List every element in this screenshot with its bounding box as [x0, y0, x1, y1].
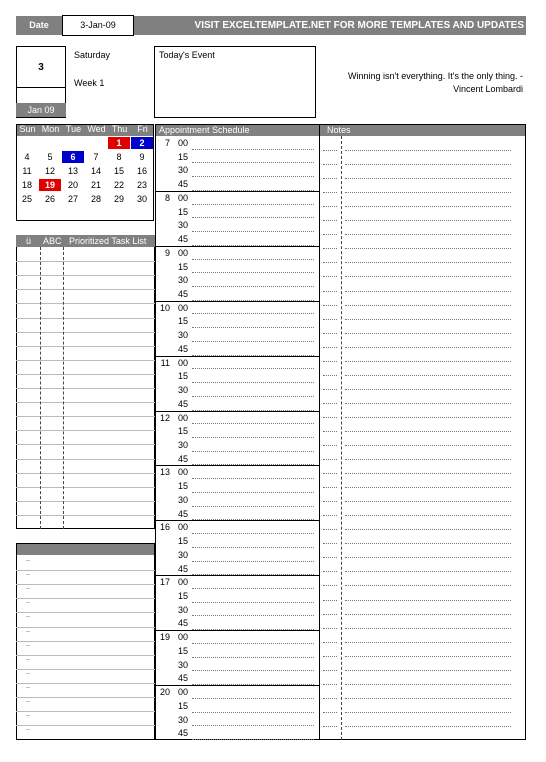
task-row-line	[16, 473, 155, 474]
calendar-day[interactable]: 23	[136, 180, 147, 190]
calendar-weekday-3: Wed	[87, 124, 106, 134]
bottom-list-item: ..	[26, 612, 30, 620]
hour-label: 9	[164, 247, 170, 258]
calendar-day[interactable]: 25	[21, 194, 32, 204]
notes-margin-line	[323, 248, 337, 249]
task-row-line	[16, 318, 155, 319]
minute-label: 30	[177, 220, 188, 231]
minute-label: 45	[177, 289, 188, 299]
notes-line[interactable]	[345, 276, 511, 277]
notes-margin-line	[323, 726, 337, 727]
notes-margin-line	[323, 220, 337, 221]
slot-line[interactable]	[192, 602, 314, 603]
calendar-day[interactable]: 30	[136, 194, 147, 204]
bottom-row-line	[16, 725, 155, 726]
day-number: 3	[38, 62, 44, 73]
minute-label: 30	[177, 275, 188, 286]
notes-margin-line	[323, 712, 337, 713]
calendar-day[interactable]: 7	[93, 152, 99, 162]
notes-margin-line	[323, 234, 337, 235]
notes-margin-line	[323, 178, 337, 179]
notes-margin-line	[323, 150, 337, 151]
notes-margin-line	[323, 585, 337, 586]
calendar-day[interactable]	[16, 137, 38, 149]
notes-margin-line	[323, 543, 337, 544]
notes-line[interactable]	[345, 600, 511, 601]
minute-label: 45	[177, 398, 188, 409]
notes-margin-line	[323, 642, 337, 643]
slot-line[interactable]	[192, 231, 314, 232]
minute-label: 15	[177, 645, 188, 656]
hour-separator	[155, 246, 320, 247]
notes-line[interactable]	[345, 628, 511, 629]
calendar-weekday-0: Sun	[19, 124, 36, 134]
calendar-day[interactable]: 19	[39, 179, 61, 191]
minute-label: 45	[177, 563, 188, 574]
bottom-list-item: ..	[26, 556, 30, 563]
notes-line[interactable]	[345, 361, 511, 362]
slot-line[interactable]	[192, 533, 314, 534]
slot-line[interactable]	[192, 506, 314, 507]
task-col-divider	[40, 247, 41, 529]
minute-label: 30	[177, 440, 188, 450]
hour-separator	[155, 191, 320, 192]
notes-line[interactable]	[345, 529, 511, 530]
hour-separator	[155, 411, 320, 412]
calendar-weekday-1: Mon	[41, 124, 60, 134]
slot-line[interactable]	[192, 327, 314, 328]
bottom-list-item: ..	[26, 682, 30, 690]
task-abc-col: ABC	[43, 236, 62, 246]
notes-margin-line	[323, 305, 337, 306]
notes-margin-line	[323, 670, 337, 671]
notes-margin-line	[323, 333, 337, 334]
slot-line[interactable]	[192, 451, 314, 452]
notes-margin-line	[323, 291, 337, 292]
bottom-list-item: ..	[26, 570, 30, 578]
minute-label: 00	[177, 687, 188, 698]
slot-line[interactable]	[192, 176, 314, 177]
minute-label: 15	[177, 371, 188, 382]
minute-label: 30	[177, 165, 188, 176]
bottom-list-rows[interactable]	[16, 556, 155, 740]
notes-divider	[341, 136, 342, 740]
slot-line[interactable]	[192, 204, 314, 205]
slot-line[interactable]	[192, 643, 314, 644]
minute-label: 00	[177, 522, 188, 533]
notes-line[interactable]	[345, 234, 511, 235]
calendar-day[interactable]: 11	[22, 166, 32, 176]
task-row-line	[16, 459, 155, 460]
calendar-day[interactable]	[85, 137, 107, 149]
bottom-row-line	[16, 641, 155, 642]
bottom-row-line	[16, 655, 155, 656]
task-rows[interactable]	[16, 247, 155, 529]
calendar-day[interactable]: 6	[62, 151, 84, 163]
minute-label: 15	[177, 206, 188, 217]
notes-line[interactable]	[345, 192, 511, 193]
task-col-divider	[63, 247, 64, 529]
task-row-line	[16, 332, 155, 333]
hour-separator	[155, 465, 320, 466]
notes-title: Notes	[327, 125, 351, 135]
hour-label: 13	[159, 467, 170, 478]
minute-label: 00	[177, 467, 188, 478]
slot-line[interactable]	[192, 217, 314, 218]
notes-line[interactable]	[345, 487, 511, 488]
hour-label: 17	[159, 577, 170, 588]
hour-separator	[155, 575, 320, 576]
calendar-day[interactable]: 14	[90, 166, 101, 176]
calendar-day[interactable]: 27	[67, 194, 78, 204]
minute-label: 00	[177, 412, 188, 423]
slot-line[interactable]	[192, 739, 314, 740]
notes-line[interactable]	[345, 375, 511, 376]
slot-line[interactable]	[192, 437, 314, 438]
calendar-day[interactable]: 26	[44, 194, 55, 204]
calendar-day[interactable]	[39, 137, 61, 149]
minute-label: 45	[177, 234, 188, 245]
notes-line[interactable]	[345, 515, 511, 516]
notes-margin-line	[323, 459, 337, 460]
task-row-line	[16, 388, 155, 389]
notes-line[interactable]	[345, 248, 511, 249]
calendar-day[interactable]: 12	[44, 166, 55, 176]
calendar-weekday-5: Fri	[137, 124, 148, 134]
bottom-list-item: ..	[26, 668, 30, 676]
task-check-col: ü	[26, 236, 32, 246]
task-list-header	[16, 235, 155, 247]
calendar-weekday-4: Thu	[111, 124, 128, 134]
calendar-day[interactable]: 29	[113, 194, 124, 204]
bottom-row-line	[16, 697, 155, 698]
calendar-day[interactable]: 28	[90, 194, 101, 204]
bottom-list-item: ..	[26, 654, 30, 662]
minute-label: 30	[177, 330, 188, 341]
task-row-line	[16, 416, 155, 417]
minute-label: 15	[177, 481, 188, 492]
minute-label: 45	[177, 673, 188, 684]
bottom-row-line	[16, 711, 155, 712]
minute-label: 45	[177, 453, 188, 464]
minute-label: 30	[177, 714, 188, 725]
calendar-day[interactable]: 18	[21, 180, 32, 190]
notes-line[interactable]	[345, 670, 511, 671]
hour-separator	[155, 301, 320, 302]
date-field[interactable]: 3-Jan-09	[62, 15, 134, 36]
calendar-day[interactable]: 16	[136, 166, 147, 176]
minute-label: 00	[177, 357, 188, 368]
notes-line[interactable]	[345, 557, 511, 558]
todays-event-title: Today's Event	[159, 50, 215, 60]
notes-margin-line	[323, 361, 337, 362]
minute-label: 30	[177, 385, 188, 396]
notes-line[interactable]	[345, 614, 511, 615]
notes-line[interactable]	[345, 642, 511, 643]
task-row-line	[16, 360, 155, 361]
notes-line[interactable]	[345, 473, 511, 474]
quote-text: Winning isn't everything. It's the only thing. -	[347, 71, 523, 81]
slot-line[interactable]	[192, 341, 314, 342]
minute-label: 00	[177, 302, 188, 313]
task-row-line	[16, 402, 155, 403]
minute-label: 45	[177, 618, 188, 629]
slot-line[interactable]	[192, 286, 314, 287]
minute-label: 45	[177, 728, 188, 739]
notes-margin-line	[323, 445, 337, 446]
hour-separator	[155, 685, 320, 686]
month-label: Jan 09	[16, 103, 66, 117]
notes-line[interactable]	[345, 698, 511, 699]
notes-margin-line	[323, 557, 337, 558]
slot-line[interactable]	[192, 588, 314, 589]
task-row-line	[16, 374, 155, 375]
notes-margin-line	[323, 431, 337, 432]
bottom-row-line	[16, 584, 155, 585]
task-row-line	[16, 303, 155, 304]
notes-line[interactable]	[345, 206, 511, 207]
notes-margin-line	[323, 656, 337, 657]
hour-label: 8	[164, 192, 170, 203]
notes-line[interactable]	[345, 220, 511, 221]
hour-separator	[155, 630, 320, 631]
minute-label: 00	[177, 192, 188, 203]
notes-line[interactable]	[345, 417, 511, 418]
notes-margin-line	[323, 571, 337, 572]
notes-margin-line	[323, 698, 337, 699]
notes-margin-line	[323, 389, 337, 390]
notes-line[interactable]	[345, 445, 511, 446]
task-row-line	[16, 444, 155, 445]
notes-margin-line	[323, 684, 337, 685]
notes-margin-line	[323, 164, 337, 165]
notes-margin-line	[323, 375, 337, 376]
bottom-list-item: ..	[26, 584, 30, 592]
minute-label: 30	[177, 659, 188, 670]
minute-label: 15	[177, 536, 188, 547]
notes-line[interactable]	[345, 164, 511, 165]
notes-line[interactable]	[345, 319, 511, 320]
minute-label: 45	[177, 343, 188, 354]
minute-label: 15	[177, 261, 188, 272]
quote-author: Vincent Lombardi	[453, 84, 523, 94]
notes-line[interactable]	[345, 571, 511, 572]
calendar-day[interactable]: 13	[67, 166, 78, 176]
notes-line[interactable]	[345, 585, 511, 586]
minute-label: 15	[177, 426, 188, 437]
calendar-day[interactable]: 4	[24, 152, 30, 162]
bottom-list-item: ..	[26, 725, 30, 733]
date-label: Date	[29, 20, 49, 30]
minute-label: 15	[177, 700, 188, 711]
notes-margin-line	[323, 487, 337, 488]
notes-margin-line	[323, 192, 337, 193]
notes-line[interactable]	[345, 726, 511, 727]
quote	[330, 70, 523, 96]
visit-banner-link[interactable]: VISIT EXCELTEMPLATE.NET FOR MORE TEMPLATES AND UPDATES	[194, 20, 524, 31]
calendar-day[interactable]: 15	[113, 166, 124, 176]
notes-margin-line	[323, 501, 337, 502]
notes-margin-line	[323, 319, 337, 320]
calendar-day[interactable]: 8	[116, 152, 122, 162]
task-row-line	[16, 289, 155, 290]
task-row-line	[16, 261, 155, 262]
notes-margin-line	[323, 628, 337, 629]
calendar-day[interactable]: 20	[67, 180, 78, 190]
task-row-line	[16, 275, 155, 276]
slot-line[interactable]	[192, 149, 314, 150]
notes-line[interactable]	[345, 712, 511, 713]
bottom-row-line	[16, 669, 155, 670]
slot-line[interactable]	[192, 561, 314, 562]
calendar-day[interactable]: 2	[131, 137, 153, 149]
bottom-row-line	[16, 598, 155, 599]
notes-lines[interactable]	[319, 136, 526, 740]
bottom-list-item: ..	[26, 598, 30, 606]
notes-line[interactable]	[345, 431, 511, 432]
slot-line[interactable]	[192, 162, 314, 163]
bottom-list-item: ..	[26, 711, 30, 719]
minute-label: 00	[177, 138, 188, 148]
notes-line[interactable]	[345, 684, 511, 685]
notes-margin-line	[323, 347, 337, 348]
minute-label: 15	[177, 591, 188, 601]
notes-line[interactable]	[345, 333, 511, 334]
notes-line[interactable]	[345, 389, 511, 390]
notes-line[interactable]	[345, 459, 511, 460]
minute-label: 00	[177, 632, 188, 643]
day-divider	[16, 87, 66, 88]
notes-margin-line	[323, 206, 337, 207]
bottom-list-item: ..	[26, 626, 30, 634]
calendar-day[interactable]	[62, 137, 84, 149]
slot-line[interactable]	[192, 670, 314, 671]
notes-line[interactable]	[345, 543, 511, 544]
notes-line[interactable]	[345, 305, 511, 306]
notes-margin-line	[323, 473, 337, 474]
notes-margin-line	[323, 515, 337, 516]
slot-line[interactable]	[192, 547, 314, 548]
hour-label: 10	[159, 302, 170, 313]
minute-label: 15	[177, 316, 188, 327]
notes-margin-line	[323, 600, 337, 601]
notes-line[interactable]	[345, 347, 511, 348]
slot-line[interactable]	[192, 313, 314, 314]
hour-label: 12	[159, 412, 170, 423]
task-row-line	[16, 515, 155, 516]
slot-line[interactable]	[192, 423, 314, 424]
notes-margin-line	[323, 614, 337, 615]
calendar-day[interactable]: 9	[139, 152, 145, 162]
minute-label: 30	[177, 604, 188, 615]
minute-label: 30	[177, 494, 188, 505]
bottom-row-line	[16, 612, 155, 613]
slot-line[interactable]	[192, 657, 314, 658]
minute-label: 45	[177, 179, 188, 190]
slot-line[interactable]	[192, 725, 314, 726]
notes-line[interactable]	[345, 656, 511, 657]
calendar-weekday-2: Tue	[65, 124, 82, 134]
minute-label: 30	[177, 549, 188, 560]
task-row-line	[16, 487, 155, 488]
notes-margin-line	[323, 529, 337, 530]
slot-line[interactable]	[192, 712, 314, 713]
notes-line[interactable]	[345, 262, 511, 263]
minute-label: 15	[177, 151, 188, 162]
task-row-line	[16, 346, 155, 347]
hour-label: 20	[159, 687, 170, 698]
appointment-title: Appointment Schedule	[159, 125, 250, 135]
hour-separator	[155, 356, 320, 357]
calendar-day[interactable]: 22	[113, 180, 124, 190]
notes-line[interactable]	[345, 403, 511, 404]
slot-line[interactable]	[192, 396, 314, 397]
notes-line[interactable]	[345, 291, 511, 292]
hour-label: 19	[159, 632, 170, 643]
hour-label: 16	[159, 522, 170, 533]
minute-label: 45	[177, 508, 188, 519]
todays-event-box[interactable]	[154, 46, 316, 118]
calendar-days	[16, 137, 154, 217]
notes-margin-line	[323, 276, 337, 277]
slot-line[interactable]	[192, 698, 314, 699]
bottom-list-item: ..	[26, 640, 30, 648]
notes-line[interactable]	[345, 501, 511, 502]
slot-line[interactable]	[192, 615, 314, 616]
notes-line[interactable]	[345, 178, 511, 179]
task-list-title: Prioritized Task List	[69, 236, 147, 246]
bottom-row-line	[16, 683, 155, 684]
hour-label: 7	[164, 138, 170, 148]
notes-margin-line	[323, 262, 337, 263]
slot-line[interactable]	[192, 272, 314, 273]
task-row-line	[16, 430, 155, 431]
minute-label: 00	[177, 247, 188, 258]
calendar-day[interactable]: 5	[47, 152, 53, 162]
task-row-line	[16, 501, 155, 502]
bottom-row-line	[16, 570, 155, 571]
slot-line[interactable]	[192, 478, 314, 479]
notes-margin-line	[323, 417, 337, 418]
notes-line[interactable]	[345, 150, 511, 151]
notes-margin-line	[323, 403, 337, 404]
slot-line[interactable]	[192, 492, 314, 493]
slot-line[interactable]	[192, 368, 314, 369]
weekday-label: Saturday	[74, 50, 111, 60]
calendar-day[interactable]: 1	[108, 137, 130, 149]
week-label: Week 1	[74, 78, 105, 88]
hour-separator	[155, 520, 320, 521]
slot-line[interactable]	[192, 259, 314, 260]
slot-line[interactable]	[192, 382, 314, 383]
appointment-slots[interactable]	[155, 136, 320, 740]
minute-label: 00	[177, 577, 188, 588]
calendar-day[interactable]: 21	[90, 180, 101, 190]
hour-label: 11	[160, 357, 170, 368]
bottom-row-line	[16, 627, 155, 628]
bottom-list-item: ..	[26, 697, 30, 704]
